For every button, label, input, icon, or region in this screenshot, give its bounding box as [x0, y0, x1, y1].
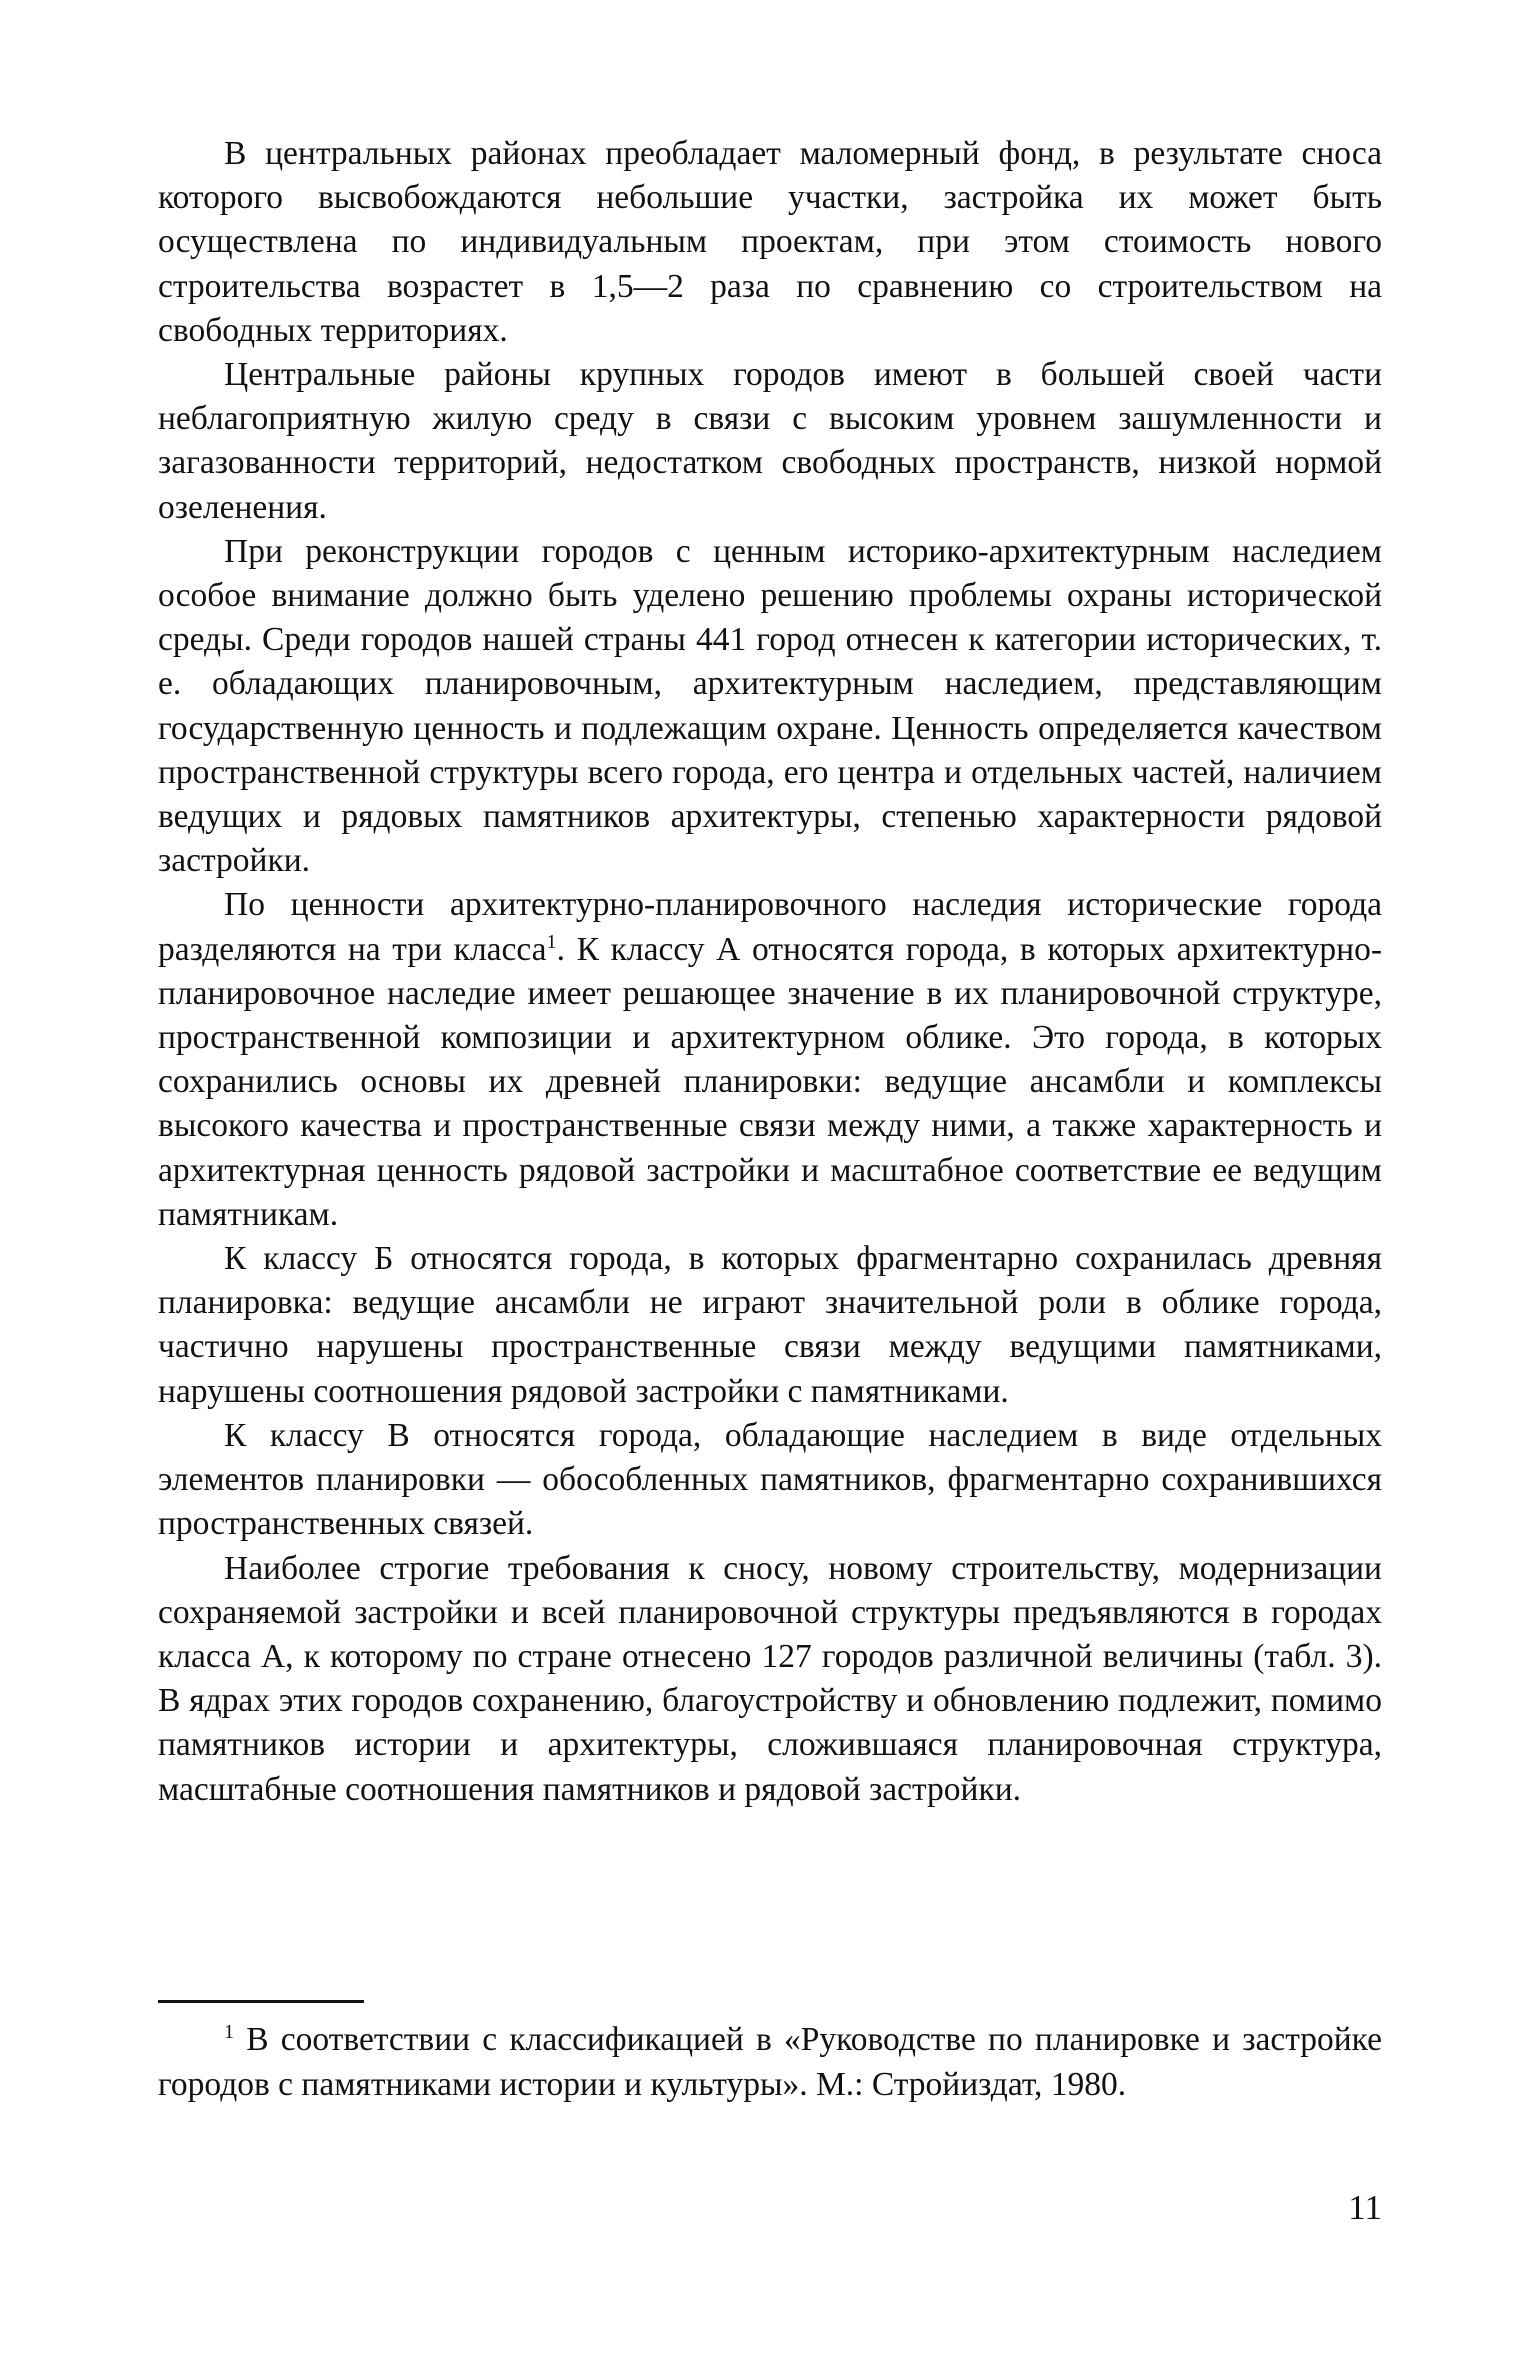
footnote-reference: 1 [546, 930, 557, 953]
page-number: 11 [1348, 2188, 1382, 2227]
footnote [158, 2018, 1382, 2107]
paragraph-city-classes-start: По ценности архитектурно-планировочного наследия исторические города разделяются на три класса [158, 886, 1382, 968]
paragraph-class-a-requirements: Наиболее строгие требования к сносу, новому строительству, модернизации сохраняемой застройки и всей планировочной структуры предъявляются в городах класса А, к которому по стране отнесено 127 городов различной величины (табл. 3). В ядрах этих городов сохранению, благоустройству и обновлению подлежит, помимо памятников истории и архитектуры, сложившаяся планировочная структура, масштабные соотношения памятников и рядовой застройки. [158, 1549, 1382, 1808]
paragraph-city-classes [158, 883, 1382, 1237]
paragraph-unfavorable-environment: Центральные районы крупных городов имеют в большей своей части неблагоприятную жилую среду в связи с высоким уровнем зашумленности и загазованности территорий, недостатком свободных пространств, низкой нормой озеленения. [158, 356, 1382, 526]
paragraph-class-b: К классу Б относятся города, в которых фрагментарно сохранилась древняя планировка: ведущие ансамбли не играют значительной роли в облике города, частично нарушены пространственные связи между ведущими памятниками, нарушены соотношения рядовой застройки с памятниками. [158, 1240, 1382, 1410]
footnote-divider [158, 2000, 364, 2003]
page-body [158, 132, 1382, 1812]
paragraph-historic-heritage: При реконструкции городов с ценным историко-архитектурным наследием особое внимание должно быть уделено решению проблемы охраны исторической среды. Среди городов нашей страны 441 город отнесен к категории исторических, т. е. обладающих планировочным, архитектурным наследием, представляющим государственную ценность и подлежащим охране. Ценность определяется качеством пространственной структуры всего города, его центра и отдельных частей, наличием ведущих и рядовых памятников архитектуры, степенью характерности рядовой застройки. [158, 532, 1382, 880]
paragraph-class-v: К классу В относятся города, обладающие наследием в виде отдельных элементов планировки — обособленных памятников, фрагментарно сохранившихся пространственных связей. [158, 1416, 1382, 1543]
paragraph-city-classes-end: . К классу А относятся города, в которых архитектурно-планировочное наследие имеет решающее значение в их планировочной структуре, пространственной композиции и архитектурном облике. Это города, в которых сохранились основы их древней планировки: ведущие ансамбли и комплексы высокого качества и пространственные связи между ними, а также характерность и архитектурная ценность рядовой застройки и масштабное соответствие ее ведущим памятникам. [158, 930, 1382, 1233]
footnote-marker: 1 [224, 2020, 235, 2043]
footnote-text: В соответствии с классификацией в «Руководстве по планировке и застройке городов с памятниками истории и культуры». М.: Стройиздат, 1980. [158, 2021, 1382, 2103]
paragraph-central-districts: В центральных районах преобладает маломерный фонд, в результате сноса которого высвобождаются небольшие участки, застройка их может быть осуществлена по индивидуальным проектам, при этом стоимость нового строительства возрастет в 1,5—2 раза по сравнению со строительством на свободных территориях. [158, 135, 1382, 349]
